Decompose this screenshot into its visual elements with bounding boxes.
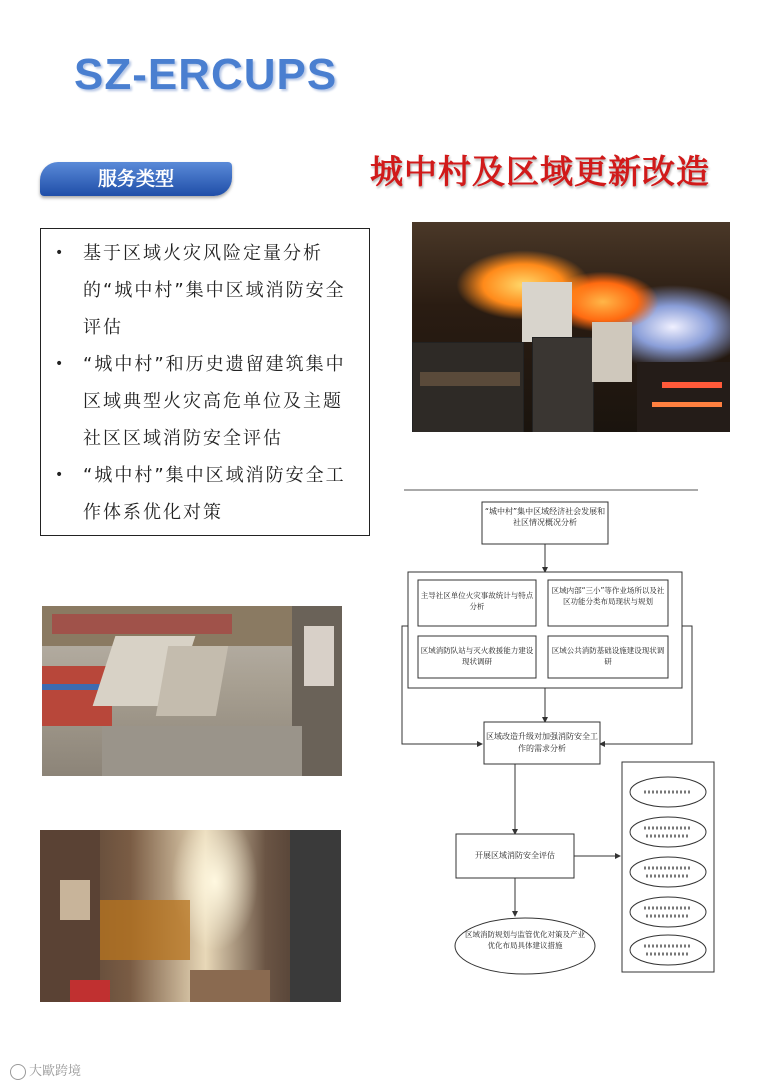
service-type-tab: 服务类型 [40, 162, 232, 196]
flow-top-label: “城中村”集中区域经济社会发展和社区情况概况分析 [484, 507, 606, 527]
flow-grid-label-3: 区域消防队站与灭火救援能力建设现状调研 [420, 646, 534, 666]
flow-grid-label-4: 区域公共消防基础设施建设现状调研 [551, 646, 665, 666]
brand-logo: SZ-ERCUPS [74, 50, 338, 99]
service-list-box [40, 228, 370, 536]
flow-eval-label: 开展区域消防安全评估 [475, 851, 555, 860]
service-list [53, 235, 355, 531]
service-item-1: • 基于区域火灾风险定量分析的“城中村”集中区域消防安全评估 [53, 235, 355, 346]
service-item-3: • “城中村”集中区域消防安全工作体系优化对策 [53, 457, 355, 531]
alley-wiring-photo [40, 830, 341, 1002]
flow-mid-label: 区域改造升级对加强消防安全工作的需求分析 [486, 732, 598, 753]
flow-grid-label-1: 主导社区单位火灾事故统计与特点分析 [420, 591, 534, 611]
street-debris-photo [42, 606, 342, 776]
flow-sub-oval-4 [630, 897, 706, 927]
flow-result-label: 区域消防规划与监管优化对策及产业优化布局具体建议措施 [465, 930, 585, 950]
evaluation-flowchart [400, 486, 720, 976]
flow-sub-oval-5 [630, 935, 706, 965]
watermark-logo: 大歐跨境 [10, 1060, 81, 1080]
flow-grid-label-2: 区域内部“三小”等作业场所以及社区功能分类布局现状与规划 [551, 586, 665, 606]
flow-sub-oval-3 [630, 857, 706, 887]
page-title: 城中村及区域更新改造 [370, 152, 710, 191]
flow-sub-oval-2 [630, 817, 706, 847]
service-item-2: • “城中村”和历史遗留建筑集中区域典型火灾高危单位及主题社区区域消防安全评估 [53, 346, 355, 457]
fire-photo [412, 222, 730, 432]
watermark-icon [10, 1064, 26, 1080]
